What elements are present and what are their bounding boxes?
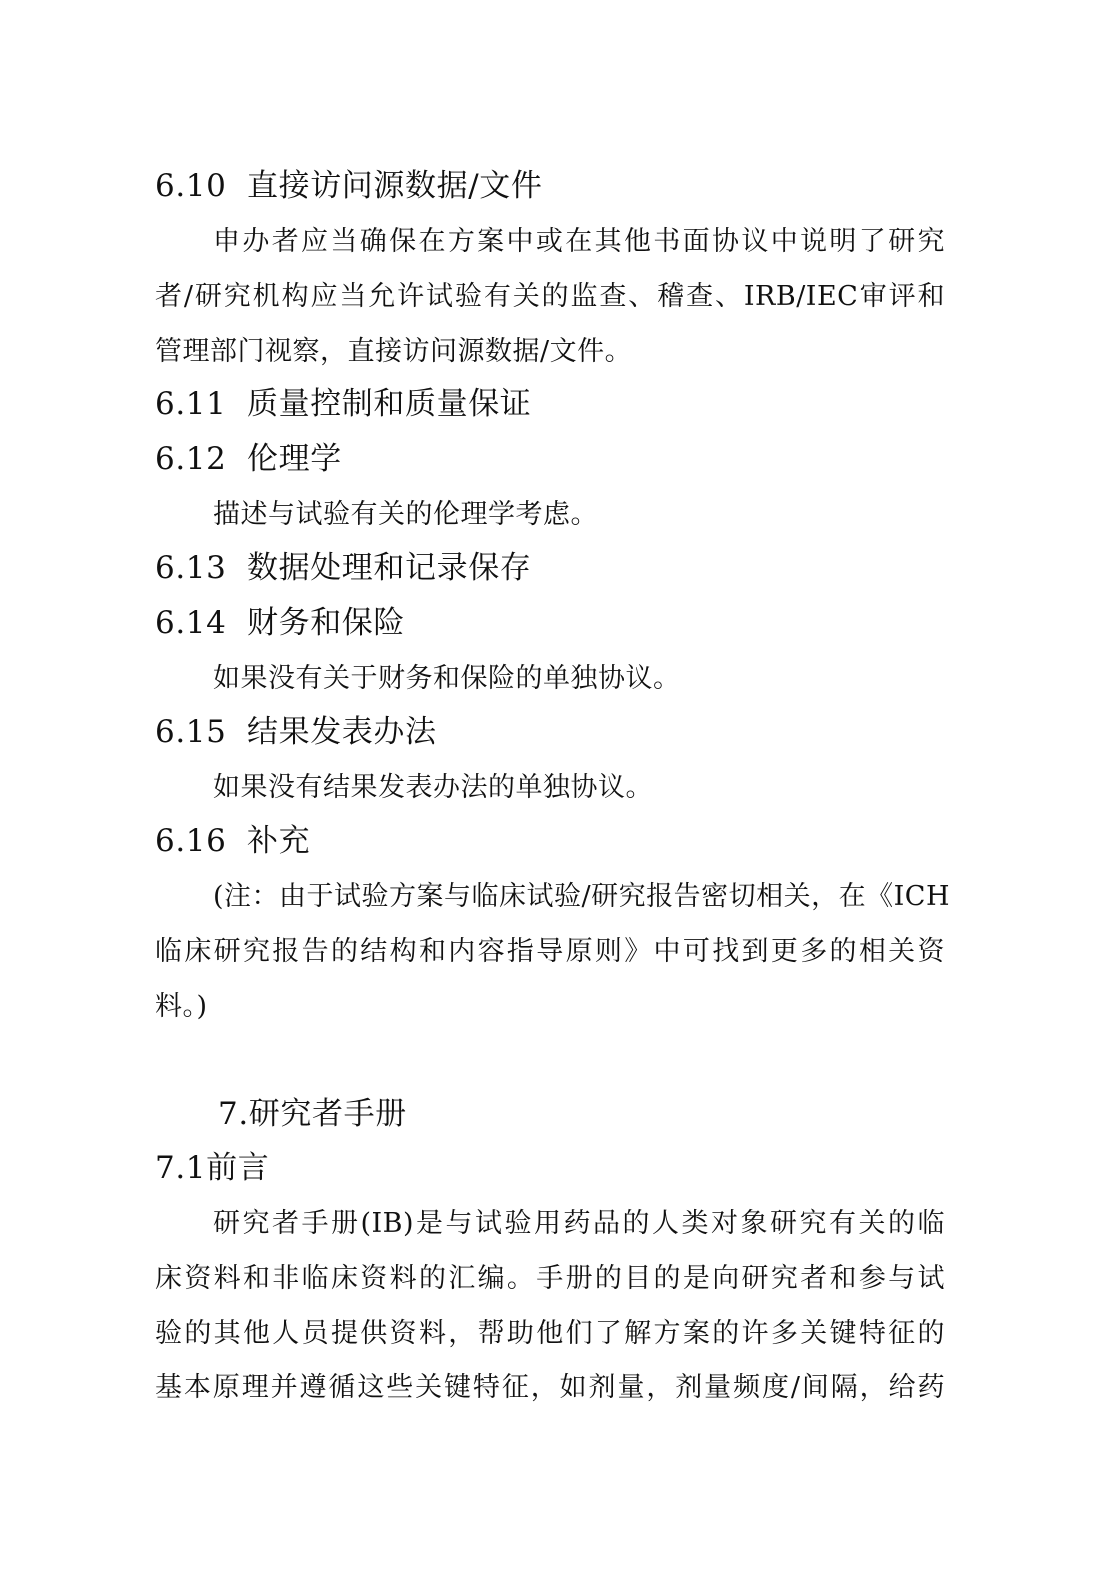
section-heading-6-15: [155, 712, 945, 752]
section-number: 6.12: [155, 441, 227, 477]
section-heading-6-16: [155, 821, 945, 861]
chapter-heading-7: 7.研究者手册: [218, 1096, 407, 1132]
section-number: 6.13: [155, 550, 227, 586]
section-heading-6-13: [155, 548, 945, 588]
section-heading-6-12: [155, 439, 945, 479]
section-title: 结果发表办法: [247, 714, 437, 750]
paragraph-line: 如果没有关于财务和保险的单独协议。: [213, 663, 681, 694]
section-title: 伦理学: [247, 441, 342, 477]
section-number: 6.14: [155, 605, 227, 641]
paragraph-line: 如果没有结果发表办法的单独协议。: [213, 772, 653, 803]
section-title: 数据处理和记录保存: [247, 550, 532, 586]
paragraph-line: 基本原理并遵循这些关键特征，如剂量，剂量频度/间隔，给药: [155, 1372, 945, 1403]
section-heading-6-14: [155, 603, 945, 643]
section-title: 财务和保险: [247, 605, 405, 641]
paragraph-line: 者/研究机构应当允许试验有关的监查、稽查、IRB/IEC审评和: [155, 281, 945, 312]
section-number: 6.10: [155, 168, 227, 204]
note-line: (注：由于试验方案与临床试验/研究报告密切相关，在《ICH: [213, 881, 950, 912]
section-heading-7-1: 7.1前言: [155, 1150, 270, 1186]
paragraph-line: 验的其他人员提供资料，帮助他们了解方案的许多关键特征的: [155, 1318, 945, 1349]
section-number: 6.16: [155, 823, 227, 859]
paragraph-line: 管理部门视察，直接访问源数据/文件。: [155, 336, 633, 367]
section-title: 直接访问源数据/文件: [247, 168, 543, 204]
paragraph-line: 研究者手册(IB)是与试验用药品的人类对象研究有关的临: [213, 1208, 945, 1239]
section-title: 补充: [247, 823, 311, 859]
section-title: 质量控制和质量保证: [247, 386, 532, 422]
paragraph-line: 描述与试验有关的伦理学考虑。: [213, 499, 598, 530]
note-line: 临床研究报告的结构和内容指导原则》中可找到更多的相关资: [155, 936, 945, 967]
note-line: 料。): [155, 991, 208, 1022]
section-number: 6.11: [155, 386, 227, 422]
section-heading-6-11: [155, 384, 945, 424]
paragraph-line: 申办者应当确保在方案中或在其他书面协议中说明了研究: [213, 226, 945, 257]
paragraph-line: 床资料和非临床资料的汇编。手册的目的是向研究者和参与试: [155, 1263, 945, 1294]
section-number: 6.15: [155, 714, 227, 750]
section-heading-6-10: [155, 166, 945, 206]
